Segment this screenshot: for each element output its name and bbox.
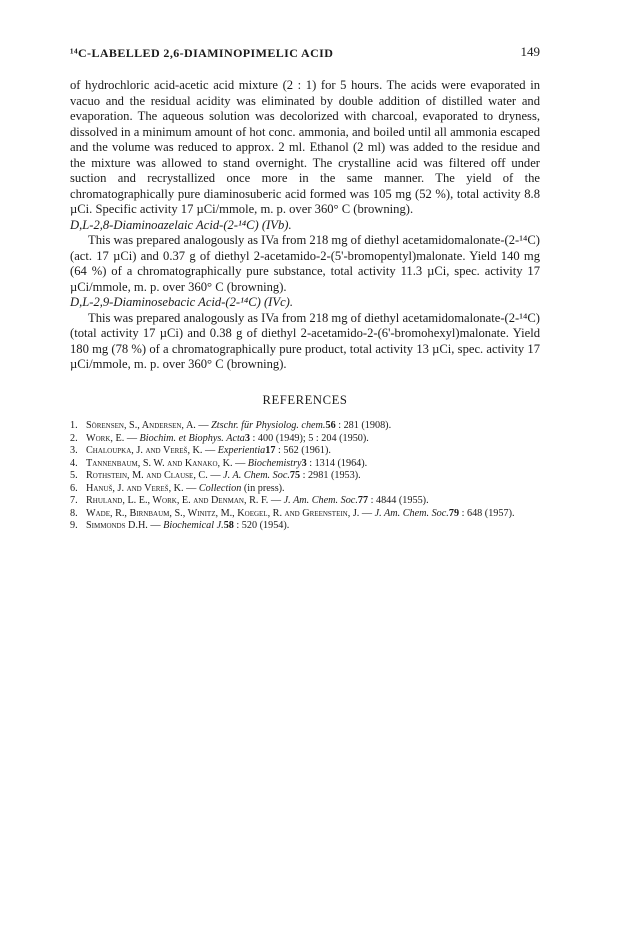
reference-journal: J. A. Chem. Soc. [223,470,290,481]
reference-journal: J. Am. Chem. Soc. [283,495,358,506]
paragraph-ivb: This was prepared analogously as IVa from 218 mg of diethyl acetamidomalonate-(2-¹⁴C) (act. 17 µCi) and 0.37 g of diethyl 2-acetamido-2-(5'-bromopentyl)malonate. Yield 140 mg (64 %) of a chromatographically pure substance, total activity 11.3 µCi, spec. activity 17 µCi/mmole, m. p. over 360° C (browning). [70,233,540,294]
reference-authors: Work, E. [86,432,125,444]
reference-journal: Ztschr. für Physiolog. chem. [211,420,326,431]
reference-journal: Collection [198,482,242,494]
reference-separator: — [268,495,284,506]
reference-number: 2. [70,432,78,444]
reference-journal: Biochemical J. [163,520,224,531]
reference-pages-year: (in press). [241,482,285,494]
reference-journal: Experientia [217,445,266,456]
reference-number: 1. [70,420,78,431]
reference-separator: — [207,470,224,481]
section-heading-ivb: D,L-2,8-Diaminoazelaic Acid-(2-¹⁴C) (IVb). [70,217,292,232]
reference-volume: 58 [223,520,234,531]
reference-pages-year: : 2981 (1953). [300,470,361,481]
reference-separator: — [147,520,164,531]
reference-authors: Rothstein, M. and Clause, C. [86,470,208,481]
reference-pages-year: : 400 (1949); 5 : 204 (1950). [249,432,369,444]
reference-number: 4. [70,457,78,469]
reference-volume: 75 [289,470,301,481]
reference-separator: — [232,457,248,469]
running-title: ¹⁴C-LABELLED 2,6-DIAMINOPIMELIC ACID [70,46,334,60]
reference-journal: J. Am. Chem. Soc. [374,507,449,519]
reference-item [70,520,540,533]
reference-number: 5. [70,470,78,481]
reference-item [70,470,540,483]
reference-authors: Tannenbaum, S. W. and Kanako, K. [86,457,233,469]
reference-pages-year: : 281 (1908). [335,420,392,431]
reference-authors: Simmonds D.H. [86,520,148,531]
reference-number: 9. [70,520,78,531]
reference-separator: — [359,507,375,519]
reference-volume: 77 [357,495,369,506]
reference-volume: 3 [244,432,250,444]
reference-separator: — [183,482,199,494]
reference-separator: — [195,420,212,431]
reference-separator: — [202,445,218,456]
article-body [70,78,540,533]
reference-authors: Sörensen, S., Andersen, A. [86,420,196,431]
reference-pages-year: : 648 (1957). [459,507,515,519]
reference-number: 8. [70,507,78,519]
reference-number: 3. [70,445,78,456]
reference-item [70,420,540,433]
page-header [70,44,540,64]
reference-journal: Biochim. et Biophys. Acta [139,432,245,444]
reference-item [70,508,540,521]
paragraph-ivc: This was prepared analogously as IVa from 218 mg of diethyl acetamidomalonate-(2-¹⁴C) (total activity 17 µCi) and 0.38 g of diethyl 2-acetamido-2-(6'-bromohexyl)malonate. Yield 180 mg (78 %) of a chromatographically pure product, total activity 13 µCi, spec. activity 17 µCi/mmole, m. p. over 360° C (browning). [70,310,540,371]
reference-item [70,495,540,508]
reference-pages-year: : 1314 (1964). [306,457,368,469]
reference-authors: Rhuland, L. E., Work, E. and Denman, R. F. [86,495,269,506]
reference-volume: 56 [325,420,336,431]
reference-number: 6. [70,482,78,494]
reference-volume: 17 [265,445,276,456]
references-heading: REFERENCES [262,392,348,407]
reference-item [70,433,540,446]
reference-pages-year: : 562 (1961). [275,445,331,456]
reference-item [70,483,540,496]
references-list [70,420,540,533]
reference-authors: Hanuš, J. and Vereš, K. [86,482,184,494]
reference-item [70,458,540,471]
reference-pages-year: : 520 (1954). [233,520,290,531]
reference-authors: Chaloupka, J. and Vereš, K. [86,445,203,456]
reference-pages-year: : 4844 (1955). [368,495,429,506]
paragraph-continuation: of hydrochloric acid-acetic acid mixture (2 : 1) for 5 hours. The acids were evaporated in vacuo and the residual acidity was eliminated by double addition of distilled water and evaporation. The aqueous solution was decolorized with charcoal, evaporated to dryness, dissolved in a minimum amount of hot conc. ammonia, and boiled until all ammonia escaped and the volume was reduced to approx. 2 ml. Ethanol (2 ml) was added to the residue and the mixture was allowed to stand overnight. The crystalline acid was filtered off under suction and recrystallized once more in the same manner. The yield of the chromatographically pure diaminosuberic acid formed was 105 mg (52 %), total activity 8.8 µCi. Specific activity 17 µCi/mmole, m. p. over 360° C (browning). [70,78,540,216]
reference-volume: 3 [301,457,307,469]
reference-journal: Biochemistry [247,457,302,469]
reference-number: 7. [70,495,78,506]
reference-separator: — [124,432,140,444]
reference-item [70,445,540,458]
reference-volume: 79 [448,507,460,519]
reference-authors: Wade, R., Birnbaum, S., Winitz, M., Koegel, R. and Greenstein, J. [86,507,360,519]
page-number: 149 [520,44,540,59]
section-heading-ivc: D,L-2,9-Diaminosebacic Acid-(2-¹⁴C) (IVc). [70,295,294,309]
